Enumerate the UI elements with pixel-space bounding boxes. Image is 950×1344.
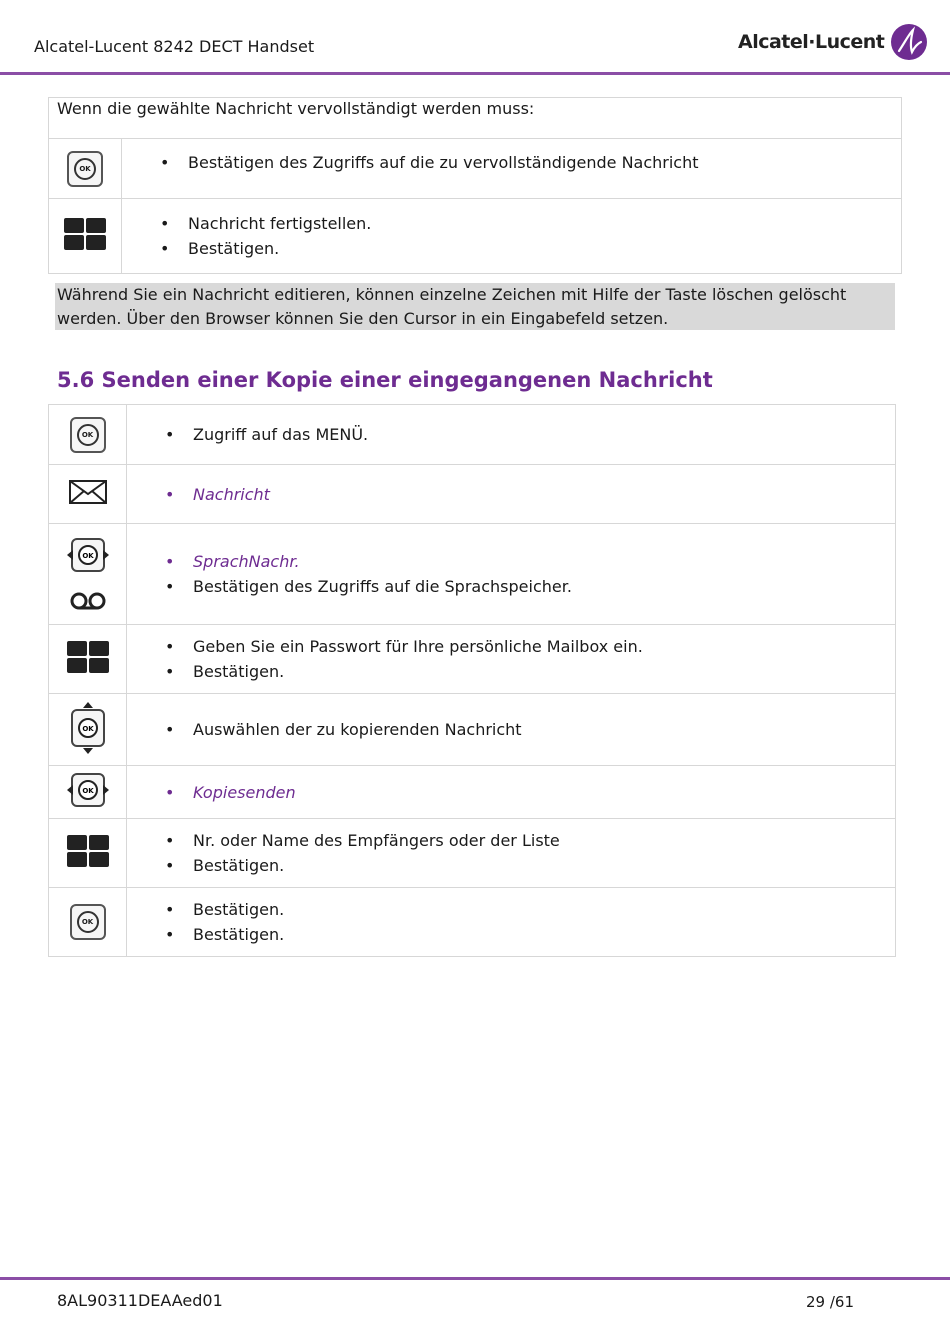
list-item: • Bestätigen.: [165, 853, 895, 878]
svg-text:OK: OK: [81, 787, 94, 795]
menu-item-label: • SprachNachr.: [165, 549, 895, 574]
list-item: • Bestätigen des Zugriffs auf die Sprachspeicher.: [165, 574, 895, 599]
icon-cell: [49, 465, 127, 524]
icon-cell: [49, 405, 127, 465]
list-item: • Bestätigen.: [165, 922, 895, 947]
section-title: 5.6 Senden einer Kopie einer eingegangenen Nachricht: [57, 368, 713, 392]
ok-key-icon: OK: [67, 151, 103, 187]
table-intro: Wenn die gewählte Nachricht vervollständigt werden muss:: [49, 98, 902, 139]
nav-left-right-icon: [67, 773, 109, 807]
keypad-icon: [67, 835, 109, 867]
table-row: [49, 888, 896, 957]
page-number: 29 /61: [806, 1293, 854, 1311]
header-rule: [0, 72, 950, 75]
table-row: [49, 819, 896, 888]
list-item: • Bestätigen.: [160, 236, 901, 261]
logo-text: Alcatel·Lucent: [738, 31, 885, 53]
icon-cell: [49, 694, 127, 766]
svg-text:OK: OK: [81, 724, 94, 733]
icon-cell: [49, 625, 127, 694]
table-row: [49, 625, 896, 694]
envelope-icon: [69, 480, 107, 504]
list-item: • Bestätigen.: [165, 659, 895, 684]
nav-up-down-icon: [67, 702, 109, 754]
list-item: • Geben Sie ein Passwort für Ihre persönliche Mailbox ein.: [165, 634, 895, 659]
keypad-icon: [64, 218, 106, 250]
table-row: [49, 465, 896, 524]
table-row: [49, 199, 902, 274]
ok-key-icon: OK: [70, 417, 106, 453]
nav-left-right-icon: [67, 538, 109, 572]
logo-mark-icon: [891, 24, 927, 60]
list-item: • Bestätigen.: [165, 897, 895, 922]
icon-cell: [49, 888, 127, 957]
icon-cell: [49, 524, 127, 625]
note-box: Während Sie ein Nachricht editieren, können einzelne Zeichen mit Hilfe der Taste löschen gelöscht werden. Über den Browser können Sie den Cursor in ein Eingabefeld setzen.: [55, 283, 895, 330]
steps-table-send-copy: [48, 404, 896, 957]
list-item: • Auswählen der zu kopierenden Nachricht: [165, 717, 895, 742]
ok-key-icon: OK: [70, 904, 106, 940]
list-item: • Nr. oder Name des Empfängers oder der Liste: [165, 828, 895, 853]
svg-text:OK: OK: [81, 552, 94, 560]
icon-cell: [49, 766, 127, 819]
table-row: [49, 766, 896, 819]
keypad-icon: [67, 641, 109, 673]
document-title: Alcatel-Lucent 8242 DECT Handset: [34, 37, 315, 56]
table-row: [49, 405, 896, 465]
table-row: [49, 694, 896, 766]
icon-cell: [49, 139, 122, 199]
list-item: • Nachricht fertigstellen.: [160, 211, 901, 236]
menu-item-label: • Nachricht: [165, 482, 895, 507]
menu-item-label: • Kopiesenden: [165, 780, 895, 805]
footer-rule: [0, 1277, 950, 1280]
table-row: [49, 524, 896, 625]
icon-cell: [49, 819, 127, 888]
steps-table-complete-message: [48, 97, 902, 274]
brand-logo: [738, 24, 927, 60]
voicemail-icon: [70, 592, 106, 610]
icon-cell: [49, 199, 122, 274]
table-row: [49, 139, 902, 199]
table-intro-row: [49, 98, 902, 139]
document-code: 8AL90311DEAAed01: [57, 1291, 223, 1310]
list-item: • Bestätigen des Zugriffs auf die zu vervollständigende Nachricht: [160, 150, 901, 175]
list-item: • Zugriff auf das MENÜ.: [165, 422, 895, 447]
